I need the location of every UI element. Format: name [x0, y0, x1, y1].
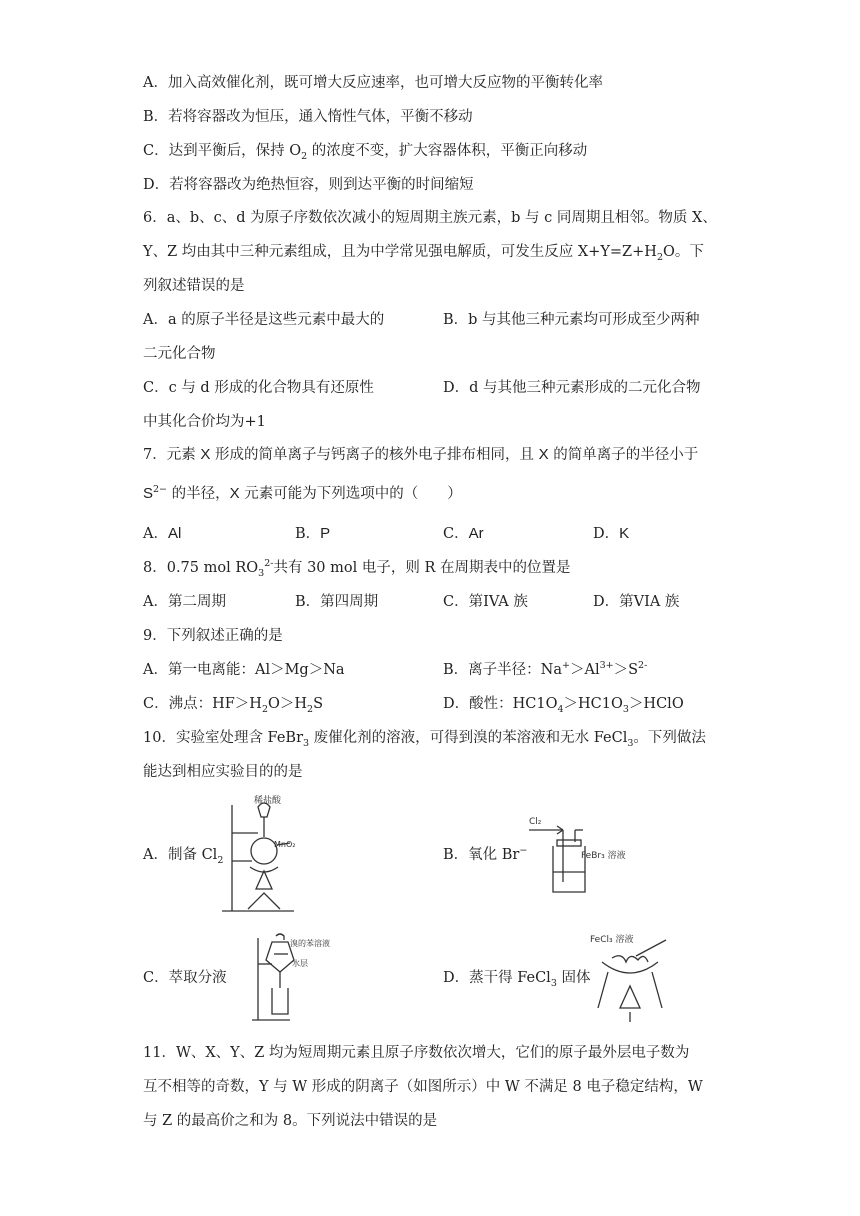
figure-c-label-organic: 溴的苯溶液: [290, 939, 330, 948]
q7-option-c: C．Ar: [443, 525, 484, 542]
q9-option-c: C．沸点：$HF>H_2O>H_2S$: [143, 696, 324, 715]
q10-stem-line2: 能达到相应实验目的的是: [143, 764, 303, 780]
q11-stem-line2: 互不相等的奇数，Y 与 W 形成的阴离子（如图所示）中 W 不满足 8 电子稳定结构，W: [143, 1079, 703, 1095]
q6-option-b: B．b 与其他三种元素均可形成至少两种: [443, 312, 700, 328]
figure-d-evaporation-apparatus: [588, 928, 674, 1026]
q7-stem-line1: 7．元素 X 形成的简单离子与钙离子的核外电子排布相同，且 X 的简单离子的半径小于: [143, 446, 699, 463]
q10-option-c: C．萃取分液: [143, 970, 227, 986]
q6-option-d-cont: 中其化合价均为+1: [143, 414, 266, 430]
q6-option-a: A．a 的原子半径是这些元素中最大的: [143, 312, 385, 328]
q7-stem-line2: $S^{2-}$ 的半径，X 元素可能为下列选项中的（ ）: [143, 484, 462, 502]
q9-option-d: D．酸性：$HC1O_4>HC1O_3>HClO$: [443, 696, 684, 715]
q5-option-b: B．若将容器改为恒压，通入惰性气体，平衡不移动: [143, 109, 473, 125]
figure-c-label-water: 水层: [292, 959, 308, 968]
q10-stem-line1: 10．实验室处理含 FeBr$_3$ 废催化剂的溶液，可得到溴的苯溶液和无水 FeCl$_3$。下列做法: [143, 730, 706, 749]
q6-stem-line1: 6．a、b、c、d 为原子序数依次减小的短周期主族元素，b 与 c 同周期且相邻。物质 X、: [143, 210, 717, 226]
q6-option-b-cont: 二元化合物: [143, 346, 216, 362]
figure-a-label-mno2: MnO₂: [274, 840, 296, 849]
figure-b-oxidation-apparatus: [523, 812, 633, 898]
q8-option-a: A．第二周期: [143, 594, 226, 610]
q8-option-d: D．第VIA 族: [593, 594, 680, 610]
q9-stem: 9．下列叙述正确的是: [143, 628, 283, 644]
q8-stem: 8．0.75 mol $RO_3^{2-}$共有 30 mol 电子，则 R 在周期表中的位置是: [143, 558, 571, 579]
q9-option-a: A．第一电离能：Al＞Mg＞Na: [143, 662, 345, 678]
figure-b-label-febr3: FeBr₃ 溶液: [581, 851, 626, 861]
figure-a-label-acid: 稀盐酸: [254, 796, 282, 806]
q6-stem-line3: 列叙述错误的是: [143, 278, 245, 294]
q10-option-a: A．制备 $Cl_2$: [143, 847, 224, 866]
q11-stem-line1: 11．W、X、Y、Z 均为短周期元素且原子序数依次增大，它们的原子最外层电子数为: [143, 1045, 690, 1061]
q7-option-b: B．P: [295, 525, 331, 542]
q7-option-d: D．K: [593, 525, 630, 542]
q9-option-b: B．离子半径：$Na^+>Al^{3+}>S^{2-}$: [443, 660, 648, 678]
q6-stem-line2: Y、Z 均由其中三种元素组成，且为中学常见强电解质，可发生反应 $X+Y=Z+H_2O$。下: [143, 244, 704, 263]
q5-option-c: C．达到平衡后，保持 $O_2$ 的浓度不变，扩大容器体积，平衡正向移动: [143, 143, 588, 162]
q8-option-c: C．第IVA 族: [443, 594, 528, 610]
q5-option-a: A．加入高效催化剂，既可增大反应速率，也可增大反应物的平衡转化率: [143, 75, 603, 91]
figure-b-label-cl2: Cl₂: [529, 817, 542, 827]
q8-option-b: B．第四周期: [295, 594, 379, 610]
figure-c-separatory-funnel: [250, 932, 360, 1024]
q5-option-d: D．若将容器改为绝热恒容，则到达平衡的时间缩短: [143, 177, 474, 193]
figure-a-cl2-apparatus: [218, 793, 300, 918]
q7-option-a: A．Al: [143, 525, 182, 542]
q6-option-d: D．d 与其他三种元素形成的二元化合物: [443, 380, 701, 396]
q10-option-b: B．氧化 Br−: [443, 845, 528, 863]
q11-stem-line3: 与 Z 的最高价之和为 8。下列说法中错误的是: [143, 1113, 438, 1129]
figure-d-label-fecl3: FeCl₃ 溶液: [590, 935, 634, 945]
q6-option-c: C．c 与 d 形成的化合物具有还原性: [143, 380, 374, 396]
q10-option-d: D．蒸干得 FeCl$_3$ 固体: [443, 970, 591, 989]
